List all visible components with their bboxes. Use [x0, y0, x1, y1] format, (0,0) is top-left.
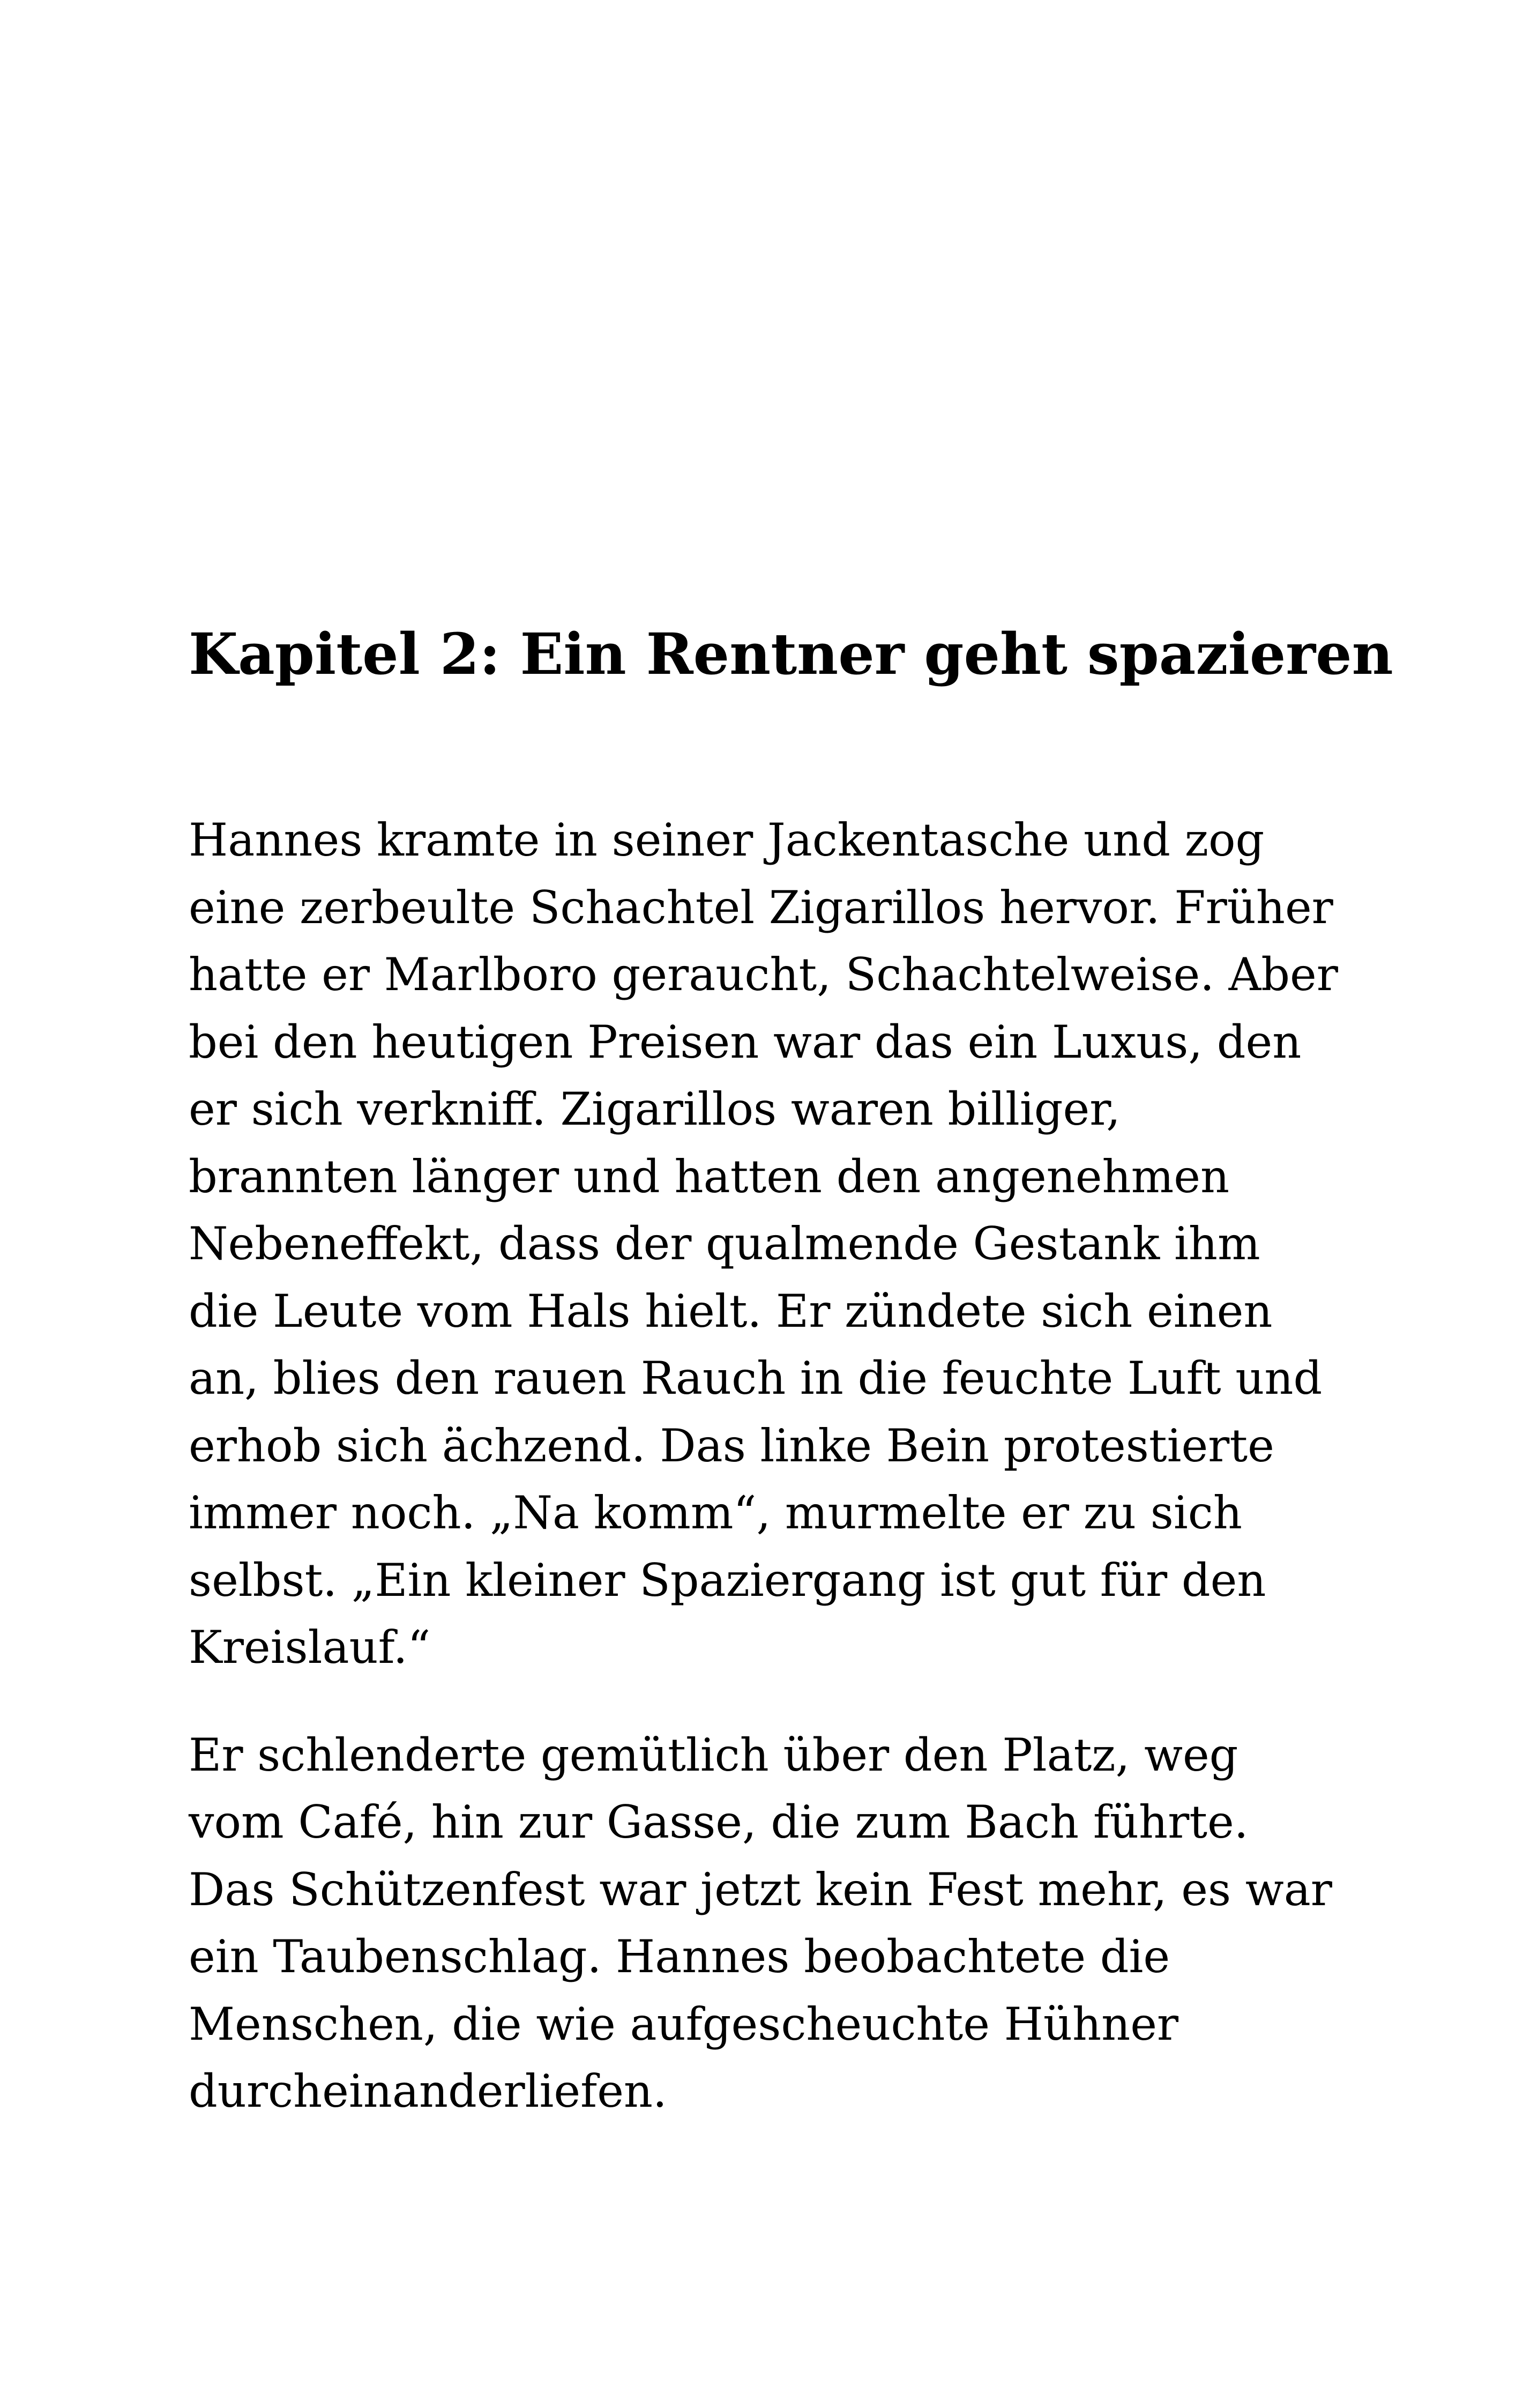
- paragraph-2: [189, 1722, 1332, 2125]
- text-line: vom Café, hin zur Gasse, die zum Bach führte.: [189, 1796, 1249, 1848]
- text-line: Das Schützenfest war jetzt kein Fest mehr, es war: [189, 1863, 1332, 1916]
- text-line: hatte er Marlboro geraucht, Schachtelweise. Aber: [189, 948, 1338, 1001]
- text-line: Menschen, die wie aufgescheuchte Hühner: [189, 1997, 1179, 2050]
- text-line: immer noch. „Na komm“, murmelte er zu sich: [189, 1487, 1242, 1539]
- chapter-title: Kapitel 2: Ein Rentner geht spazieren: [189, 620, 1393, 687]
- chapter-body: [189, 807, 1338, 2125]
- text-line: die Leute vom Hals hielt. Er zündete sich einen: [189, 1284, 1273, 1337]
- text-line: Kreislauf.“: [189, 1621, 431, 1674]
- text-line: durcheinanderliefen.: [189, 2065, 667, 2117]
- text-line: Hannes kramte in seiner Jackentasche und zog: [189, 814, 1265, 866]
- chapter-header: [189, 616, 1393, 692]
- text-line: ein Taubenschlag. Hannes beobachtete die: [189, 1930, 1170, 1983]
- text-line: eine zerbeulte Schachtel Zigarillos hervor. Früher: [189, 881, 1333, 934]
- text-line: selbst. „Ein kleiner Spaziergang ist gut für den: [189, 1554, 1266, 1607]
- text-line: Er schlenderte gemütlich über den Platz, weg: [189, 1728, 1238, 1781]
- text-line: erhob sich ächzend. Das linke Bein protestierte: [189, 1419, 1274, 1472]
- text-line: brannten länger und hatten den angenehmen: [189, 1150, 1230, 1203]
- paragraph-1: [189, 807, 1338, 1682]
- text-line: bei den heutigen Preisen war das ein Luxus, den: [189, 1015, 1302, 1068]
- text-line: Nebeneffekt, dass der qualmende Gestank ihm: [189, 1217, 1260, 1270]
- text-line: an, blies den rauen Rauch in die feuchte Luft und: [189, 1352, 1323, 1404]
- text-line: er sich verkniff. Zigarillos waren billiger,: [189, 1083, 1121, 1135]
